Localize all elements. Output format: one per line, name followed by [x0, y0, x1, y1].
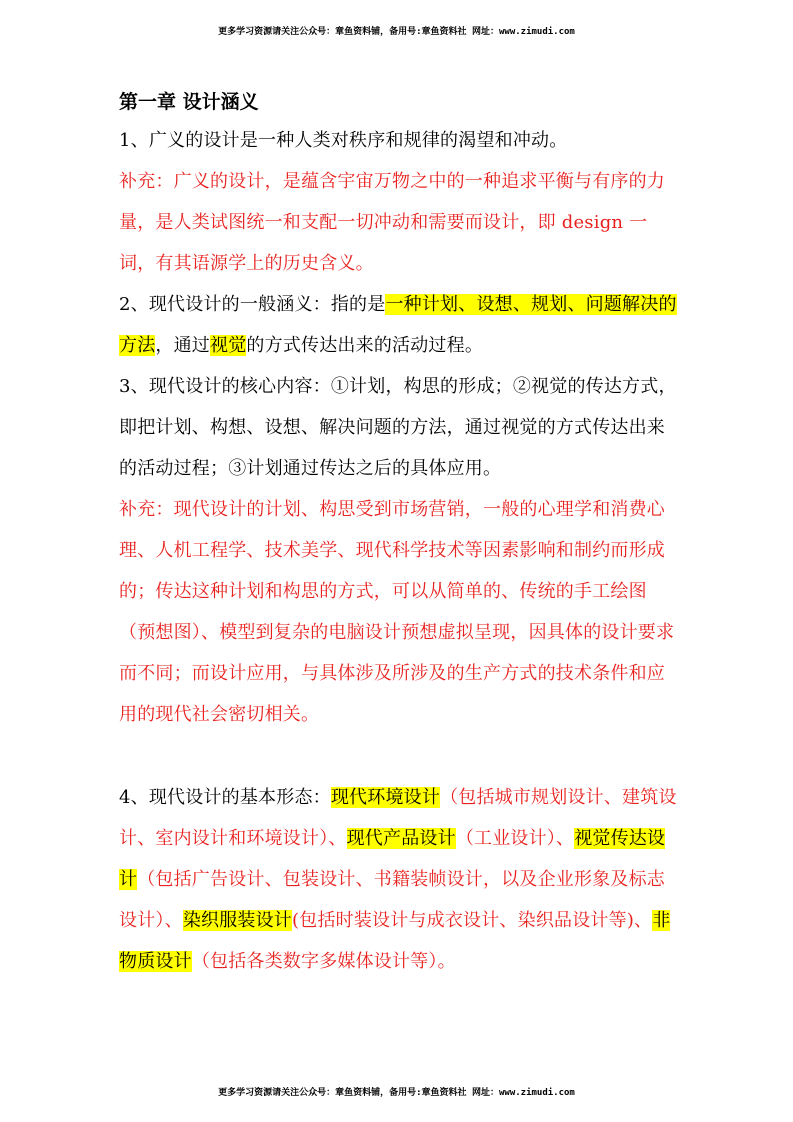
p4-highlight-immaterial: 非物质设计 [119, 910, 671, 972]
p4-text-a: 4、现代设计的基本形态： [119, 787, 331, 808]
p2-text-b: ，通过 [155, 335, 211, 356]
paragraph-4 [119, 777, 679, 982]
p4-note-product: （工业设计）、 [455, 828, 575, 849]
p4-note-textile-fashion: (包括时装设计与成衣设计、染织品设计等)、 [292, 910, 653, 931]
paragraph-1: 1、广义的设计是一种人类对秩序和规律的渴望和冲动。 [119, 130, 568, 151]
p2-text-c: 的方式传达出来的活动过程。 [246, 335, 484, 356]
p4-note-immaterial: （包括各类数字多媒体设计等）。 [191, 951, 456, 972]
page-footer: 更多学习资源请关注公众号：章鱼资料铺，备用号:章鱼资料社 网址：www.zimudi.com [218, 1088, 575, 1098]
p2-highlight-visual: 视觉 [210, 335, 247, 356]
p4-highlight-environment: 现代环境设计 [330, 787, 441, 808]
p4-highlight-textile-fashion: 染织服装设计 [182, 910, 293, 931]
p2-text-a: 2、现代设计的一般涵义：指的是 [119, 294, 386, 315]
p4-note-environment: （包括城市规划设计、建筑设计、室内设计和环境设计）、 [119, 787, 677, 849]
paragraph-2 [119, 284, 679, 366]
spacer [119, 735, 679, 777]
p4-note-visual-communication: （包括广告设计、包装设计、书籍装帧设计，以及企业形象及标志设计）、 [119, 869, 665, 931]
supplement-3: 补充：现代设计的计划、构思受到市场营销，一般的心理学和消费心理、人机工程学、技术美学、现代科学技术等因素影响和制约而形成的；传达这种计划和构思的方式，可以从简单的、传统的手工绘图（预想图）、模型到复杂的电脑设计预想虚拟呈现，因具体的设计要求而不同；而设计应用，与具体涉及所涉及的生产方式的技术条件和应用的现代社会密切相关。 [119, 499, 675, 725]
chapter-title: 第一章 设计涵义 [119, 91, 259, 113]
p4-highlight-visual-communication: 视觉传达设计 [119, 828, 666, 890]
page-header: 更多学习资源请关注公众号：章鱼资料铺，备用号:章鱼资料社 网址：www.zimudi.com [218, 27, 575, 37]
supplement-1: 补充：广义的设计，是蕴含宇宙万物之中的一种追求平衡与有序的力量，是人类试图统一和支配一切冲动和需要而设计，即 design 一词，有其语源学上的历史含义。 [119, 171, 665, 274]
p4-highlight-product: 现代产品设计 [346, 828, 456, 849]
document-body [119, 86, 679, 982]
paragraph-3: 3、现代设计的核心内容：①计划，构思的形成；②视觉的传达方式，即把计划、构想、设想、解决问题的方法，通过视觉的方式传达出来的活动过程；③计划通过传达之后的具体应用。 [119, 376, 677, 479]
p2-highlight-method: 一种计划、设想、规划、问题解决的方法 [119, 294, 677, 356]
